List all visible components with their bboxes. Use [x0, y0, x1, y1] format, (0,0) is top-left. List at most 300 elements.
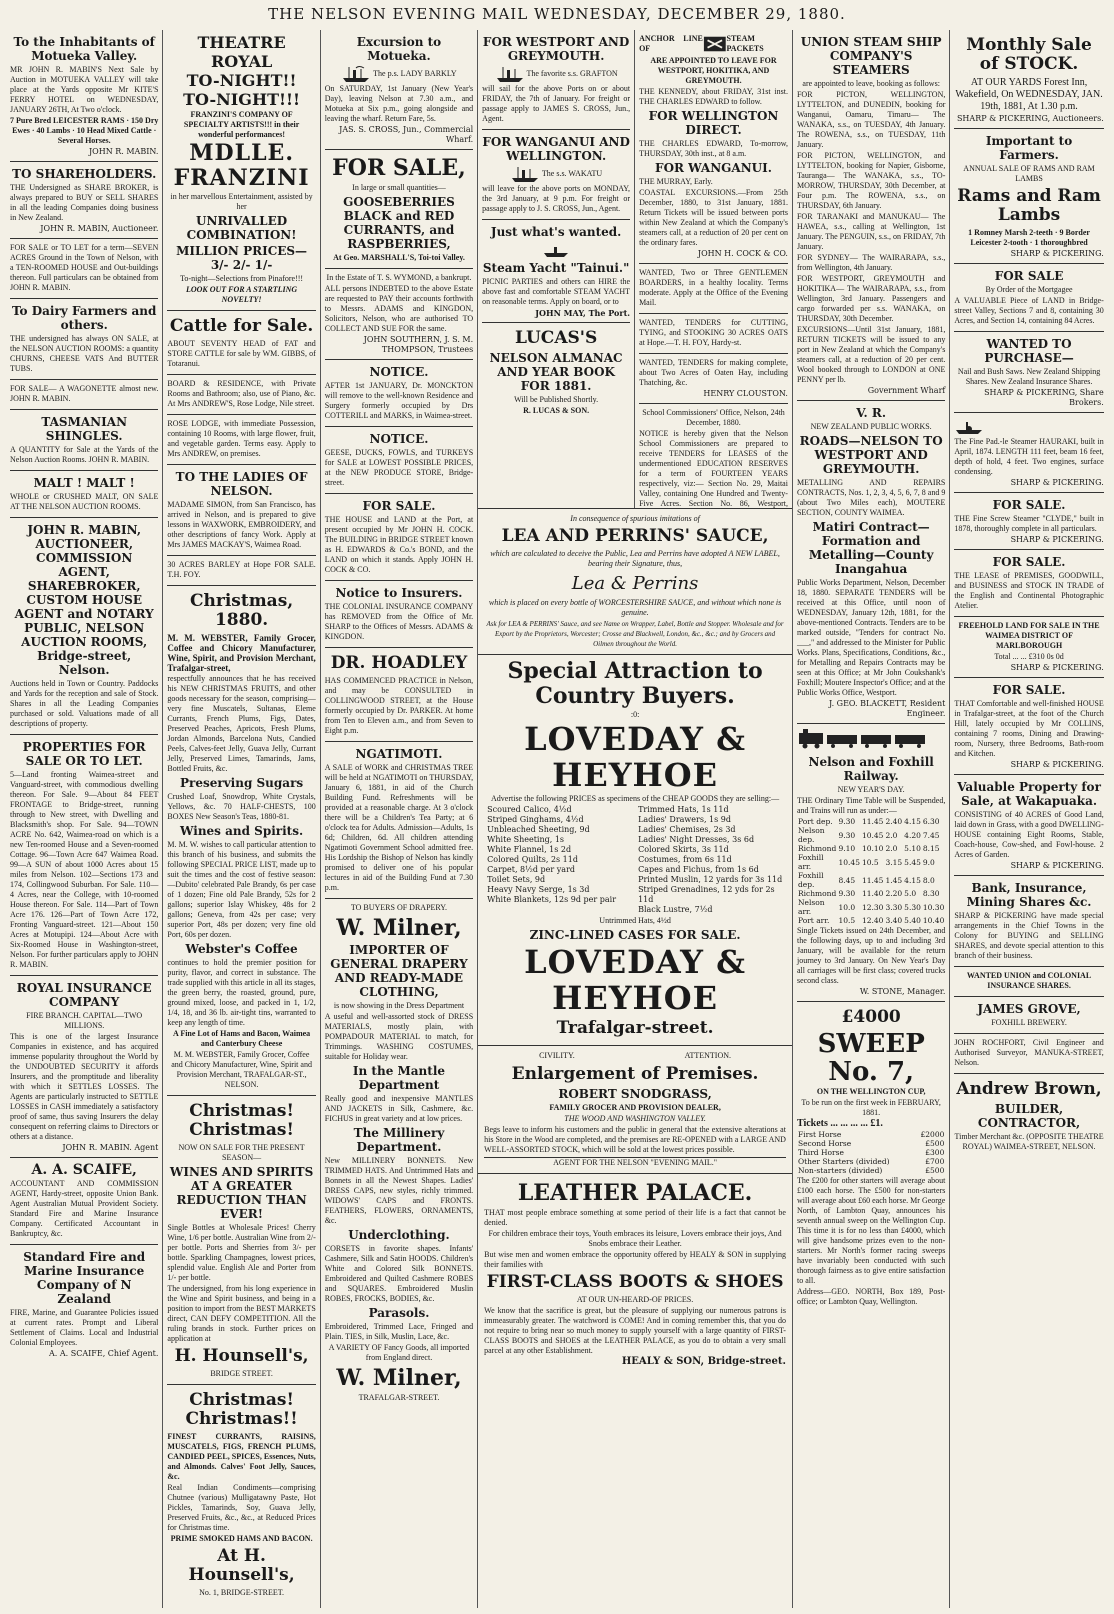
ad-lucas-almanac — [482, 323, 630, 421]
ad-tainui — [482, 220, 630, 323]
ad-scaife — [10, 1158, 158, 1245]
ad-signature: JOHN R. MABIN. Agent — [62, 1143, 159, 1152]
prize-amount: £2000 — [920, 1130, 945, 1139]
prize-amount: £700 — [925, 1157, 945, 1166]
ad-rochfort — [954, 1034, 1103, 1074]
timetable-cell: Richmond — [797, 889, 837, 898]
ad-malt — [10, 471, 158, 518]
ad-title: ROYAL INSURANCE COMPANY — [16, 981, 152, 1009]
timetable-cell: 5.40 — [904, 916, 921, 925]
ad-signature: Address—GEO. NORTH, Box 189, Post-office; or Lambton Quay, Wellington. — [796, 1287, 946, 1306]
ad-body: FOR PICTON, WELLINGTON, LYTTELTON, and DUNEDIN, booking for Wanganui, Oamaru, Timaru— The WANAKA, s.s., on TUESDAY, 4th January. The ROWENA, s.s., on TUESDAY, 11th January. — [796, 90, 946, 149]
ad-body: GEESE, DUCKS, FOWLS, and TURKEYS for SALE at LOWEST POSSIBLE PRICES, at the NEW PRODUCE STORE, Bridge-street. — [324, 448, 474, 487]
sweep-tickets: Tickets ... ... ... ... £1. — [796, 1118, 883, 1129]
attention-label: ATTENTION. — [684, 1051, 732, 1060]
ad-body: The £200 for other starters will average about £100 each horse. The £500 for non-starters will average about £60 each horse. Mr George North, of Lambton Quay, announces his seventh annual sweep on the Wellington Cup. This time it is for no less than £4000, which will give handsome prizes even to the non-starters. Mr North's former racing sweeps have invariably been conducted with such thorough fairness as to give entire satisfaction to all. — [796, 1176, 946, 1285]
timetable-cell: 5.30 — [904, 902, 921, 912]
ad-theatre — [167, 30, 315, 311]
ad-subtitle: are appointed to leave, booking as follows: — [802, 79, 940, 88]
ad-subtitle: FOR WANGANUI. — [655, 161, 772, 175]
ad-signature: SHARP & PICKERING, Auctioneers. — [956, 114, 1104, 123]
ad-sweep — [797, 1002, 945, 1312]
ad-wakatu — [482, 130, 630, 220]
ad-signature: JOHN H. COCK & CO. — [697, 249, 788, 258]
timetable-cell: 9.30 — [838, 830, 856, 840]
timetable-cell: 10.40 — [922, 916, 945, 925]
ad-signature: J. GEO. BLACKETT, Resident Engineer. — [829, 699, 946, 718]
ad-snodgrass — [478, 1046, 792, 1174]
ad-body: continues to hold the premier position for purity, flavor, and correct in substance. The trade supplied with this article in all its stages, the green berry, the roasted, ground, pure, ground mixed, loose, and packed in 1, 1/2, 1/4, 18, and 36 lb. air-tight tins, warranted to keep any length of time. — [167, 958, 316, 1027]
ad-body: Auctions held in Town or Country. Paddocks and Yards for the reception and sale of Stock. Shares in all the Leading Companies purchased or sold. Valuations made of all descriptions of property. — [10, 679, 159, 728]
ad-body: which are calculated to deceive the Public, Lea and Perrins have adopted A NEW LABEL, bearing their Signature, thus, — [490, 549, 780, 568]
price-item: Costumes, from 6s 11d — [638, 855, 732, 864]
ad-title: Special Attraction to Country Buyers. — [507, 658, 763, 709]
ad-subtitle: NEW YEAR'S DAY. — [837, 785, 905, 794]
ad-body: will leave for the above ports on MONDAY, the 3rd January, at 9 p.m. For freight or passage apply to J. S. CROSS, Jun., Agent. — [482, 184, 631, 213]
ad-ship-line — [325, 65, 473, 83]
column-2 — [163, 30, 320, 1608]
ad-title: FOR WESTPORT AND GREYMOUTH. — [482, 35, 630, 63]
ad-subtitle: A Fine Lot of Hams and Bacon, Waimea and Canterbury Cheese — [172, 1029, 311, 1048]
prize-label: Third Horse — [797, 1148, 844, 1157]
price-item: Striped Grenadines, 12 yds for 2s 11d — [638, 885, 775, 904]
ad-body: EXCURSIONS—Until 31st January, 1881, RETURN TICKETS will be issued to any port in New Zealand at which the Company's steamers call, at a reduction of 20 per cent. Wool booked through to LONDON at ONE PENNY per lb. — [796, 325, 946, 384]
timetable-cell: 5.0 — [904, 889, 917, 898]
timetable-cell: 9.0 — [922, 857, 935, 867]
ad-ngatimoti — [325, 742, 473, 899]
prize-row — [797, 1166, 945, 1175]
ad-body: ALL persons INDEBTED to the above Estate are requested to PAY their accounts forthwith to Messrs. ADAMS and KINGDON, Solicitors, Nelson, who are authorised TO COLLECT AND SUE FOR the same. — [324, 284, 474, 333]
prize-row — [797, 1130, 945, 1139]
ad-subtitle: FIRE BRANCH. CAPITAL—TWO MILLIONS. — [26, 1011, 143, 1030]
ad-body: Real Indian Condiments—comprising Chutnee (various) Mulligatawny Paste, Hot Pickles, Tamarinds, Soy, Guava Jelly, Preserved Fruits, &c., &c., at Reduced Prices for Christmas time. — [167, 1483, 316, 1532]
prize-label: Second Horse — [797, 1139, 852, 1148]
ad-motueka — [10, 30, 158, 162]
ad-signature: At Geo. MARSHALL'S, Toi-toi Valley. — [333, 253, 465, 262]
ad-title: FOR SALE — [994, 269, 1064, 283]
theatre-star: MDLLE. FRANZINI — [173, 140, 310, 191]
columns-4-5-top — [478, 30, 792, 509]
ad-title: WANTED TO PURCHASE— — [984, 337, 1074, 365]
timetable-cell: 2.0 — [885, 844, 898, 853]
ad-shares — [954, 876, 1103, 967]
ad-body: Crushed Loaf, Snowdrop, White Crystals, Yellows, &c. 70 HALF-CHESTS, 100 BOXES New Season's Teas, 1880-81. — [167, 792, 316, 821]
timetable-cell: 10.45 — [838, 857, 860, 867]
timetable-cell: 4.15 — [904, 875, 921, 885]
ad-title: PROPERTIES FOR SALE OR TO LET. — [22, 740, 146, 768]
prize-label: Non-starters (divided) — [797, 1166, 883, 1175]
ad-signature: SHARP & PICKERING. — [1010, 860, 1104, 870]
ad-title: TO THE LADIES OF NELSON. — [175, 470, 308, 498]
ad-title: Notice to Insurers. — [335, 586, 463, 600]
ad-properties — [10, 735, 158, 976]
ad-body: THE undersigned has always ON SALE, at the NELSON AUCTION ROOMS: a quantity CHURNS, CHEESE VATS And BUTTER TUBS. — [10, 334, 159, 373]
ad-heading: IMPORTER OF GENERAL DRAPERY AND READY-MADE CLOTHING, — [330, 943, 468, 999]
ad-body: THE Undersigned as SHARE BROKER, is always prepared to BUY or SELL SHARES in all the leading Companies doing business in New Zealand. — [10, 183, 159, 222]
ad-boarders — [639, 264, 788, 314]
ad-house-trafalgar — [954, 678, 1103, 775]
price-list-right — [635, 805, 786, 915]
theatre-title: THEATRE ROYAL — [197, 33, 286, 71]
timetable-cell: 4.20 — [904, 830, 921, 840]
ad-milner — [325, 899, 473, 1408]
ship-name: The s.s. WAKATU — [541, 168, 603, 178]
price-item: White Sheeting, 1s — [487, 835, 565, 844]
ad-heading: Rams and Ram Lambs — [957, 186, 1101, 225]
timetable-cell: 6.30 — [922, 817, 940, 826]
ad-subtitle: ROADS—NELSON TO WESTPORT AND GREYMOUTH. — [799, 434, 943, 476]
anchor-flag-icon — [703, 33, 727, 55]
ad-signature: SHARP & PICKERING, Share Brokers. — [984, 388, 1104, 407]
ad-subtitle: BUILDER, CONTRACTOR, — [977, 1101, 1081, 1130]
ad-body: 5—Land fronting Waimea-street and Vanguard-street, with commodious dwelling thereon. For Sale. 9—About 84 FEET FRONTAGE to Bridge-street, running through to New street, with Dwelling and Blacksmith's shop. For Sale. 94—TOWN ACRE No. 642, Waimea-road on which is a new Ten-roomed House and a Seven-roomed Cottage. 96—Town Acre 647 Waimea Road. 99—A SUN of about 1000 Acres about 15 miles from Nelson. 102—Sections 173 and 174, Collingwood Suburban. For Sale. 110—4 Acres, near the College, with 10-roomed House thereon. For Sale. 114—Part of Town Acre 176. 126—Part of Town Acre 172, Fronting Vanguard-street. 121—About 150 Acres at Motupipi. 124—About Acre with Six-Roomed House in Washington-street, Nelson. For further particulars apply to JOHN R. MABIN. — [10, 770, 159, 969]
ad-title: FREEHOLD LAND FOR SALE IN THE WAIMEA DISTRICT OF MARLBOROUGH — [958, 620, 1100, 650]
price-item: Unbleached Sheeting, 9d — [487, 825, 590, 834]
ad-title: NOTICE. — [369, 365, 429, 379]
ad-body: On SATURDAY, 1st January (New Year's Day), leaving Nelson at 7.30 a.m., and Motueka at Six p.m., going alongside and leaving the wharf. Return Fare, 5s. — [324, 84, 474, 123]
ad-crest: V. R. — [856, 406, 887, 420]
price-item: Capes and Fichus, from 1s 6d — [638, 865, 759, 874]
ad-title: UNION STEAM SHIP COMPANY'S STEAMERS — [800, 35, 942, 77]
ad-anchor-line — [639, 30, 788, 264]
ad-body: THE COLONIAL INSURANCE COMPANY has REMOVED from the Office of Mr. SHARP to the Offices of Messrs. ADAMS & KINGDON. — [324, 602, 474, 641]
ad-body: Single Tickets issued on 24th December, and the following days, up to and including 3rd January, will be available for the return journey to 3rd January. On New Year's Day all carriages will be first class; covered trucks second class. — [796, 926, 946, 985]
timetable-cell: 10.5 — [838, 916, 856, 925]
timetable-row — [797, 871, 945, 889]
ad-body: New MILLINERY BONNETS. New TRIMMED HATS. And Untrimmed Hats and Bonnets in all the Newest Shapes. Ladies' DRESS CAPS, new styles, richly trimmed. WIDOWS' CAPS and FRONTS. FEATHERS, FLOWERS, ORNAMENTS, &c. — [324, 1156, 474, 1225]
ad-rose-lodge — [167, 415, 315, 465]
paddle-steamer-icon — [954, 418, 984, 436]
ad-body: THE LEASE of PREMISES, GOODWILL, and BUSINESS and STOCK IN TRADE of the English and Continental Photographic Atelier. — [954, 570, 1104, 610]
ad-intro: THAT most people embrace something at some period of their life is a fact that cannot be denied. — [484, 1208, 786, 1227]
ad-signature: SHARP & PICKERING. — [1010, 759, 1104, 769]
ad-body: CORSETS in favorite shapes. Infants' Cashmere, Silk and Satin HOODS. Children's White and Colored Silk BONNETS. Embroidered and Quilted Cashmere ROBES and SQUARES. Embroidered Muslin ROBES, FROCKS, BODIES, &c. — [324, 1244, 474, 1303]
timetable-row — [797, 817, 945, 826]
ad-subtitle: FOR WELLINGTON DIRECT. — [648, 109, 779, 137]
anchor-header — [639, 33, 788, 55]
column-5 — [635, 30, 792, 508]
ad-signature: JOHN SOUTHERN, J. S. M. THOMPSON, Trustees — [363, 335, 474, 354]
ad-body: ACCOUNTANT AND COMMISSION AGENT, Hardy-street, opposite Union Bank. Agent Australian Mutual Provident Society. Standard Fire and Marine Insurance Company. Certificated Accountant in Bankruptcy, &c. — [10, 1179, 159, 1238]
steamship-icon — [510, 165, 540, 183]
ad-body: THE CHARLES EDWARD, To-morrow, THURSDAY, 30th inst., at 8 a.m. — [639, 139, 788, 158]
ad-title: Standard Fire and Marine Insurance Company of N Zealand — [23, 1250, 146, 1306]
ad-title: FOR SALE. — [992, 682, 1066, 697]
ad-wymond-estate — [325, 269, 473, 360]
ad-photographic — [954, 550, 1103, 617]
timetable-cell: 10.45 — [861, 830, 884, 840]
ad-house-land — [325, 494, 473, 581]
ad-address: BRIDGE STREET. — [210, 1369, 273, 1378]
timetable-cell: Port dep. — [797, 817, 833, 826]
ad-body: PRIME SMOKED HAMS AND BACON. — [170, 1534, 313, 1543]
ad-title: Valuable Property for Sale, at Wakapuaka. — [957, 779, 1101, 808]
timetable-cell: 8.30 — [922, 889, 940, 898]
ad-clyde — [954, 493, 1103, 550]
timetable-cell: 10.5 — [861, 857, 879, 867]
ad-title: JAMES GROVE, — [977, 1001, 1081, 1016]
timetable-cell: 11.45 — [861, 817, 884, 826]
ad-body: A VALUABLE Piece of LAND in Bridge-street Valley, Sections 7 and 8, containing 30 Acres, and Section 14, containing 84 Acres. — [954, 296, 1104, 325]
ad-title: Bank, Insurance, Mining Shares &c. — [966, 880, 1092, 909]
price-item: Carpet, 8½d per yard — [487, 865, 576, 874]
ad-title: A. A. SCAIFE, — [31, 1162, 137, 1178]
timetable-cell: 8.0 — [922, 875, 935, 885]
ad-title: WANTED UNION and COLONIAL INSURANCE SHARES. — [966, 970, 1092, 990]
ad-shop-name: LOVEDAY & HEYHOE — [524, 943, 747, 1017]
ad-signature: JOHN R. MABIN, Auctioneer. — [40, 224, 159, 233]
anchor-right: STEAM PACKETS — [726, 34, 764, 53]
ad-body: NOTICE is hereby given that the Nelson School Commissioners are prepared to receive TENDERS for LEASES of the undermentioned EDUCATION RESERVES for a term of FOURTEEN YEARS respectively, viz:— Section No. 29, Maitai Valley, containing One Hundred and Twenty-Five Acres. Section No. 86, Westport, — [639, 429, 788, 508]
ad-verse: For children embrace their toys, Youth embraces its leisure, Lovers embrace their joys, And Snobs embrace their Leather. — [488, 1229, 782, 1248]
ad-insurers — [325, 581, 473, 648]
timetable-cell: 9.30 — [838, 817, 856, 826]
ad-body: AT OUR YARDS Forest Inn, Wakefield, On WEDNESDAY, JAN. 19th, 1881, At 1.30 p.m. — [955, 77, 1103, 112]
timetable-cell: Port arr. — [797, 916, 830, 925]
ad-header-row — [484, 1050, 786, 1062]
ad-body: Untrimmed Hats, 4½d — [599, 916, 671, 925]
ad-hoadley — [325, 648, 473, 742]
ad-body: FOR PICTON, WELLINGTON, and LYTTELTON, booking for Napier, Gisborne, Tauranga— The WANAKA, s.s., TO-MORROW, THURSDAY, 30th December, at Four p.m. The ROWENA, s.s., on THURSDAY, 6th January. — [796, 151, 946, 210]
ad-heading: FIRST-CLASS BOOTS & SHOES — [486, 1272, 784, 1292]
prize-amount: £500 — [925, 1139, 945, 1148]
ad-cattle — [167, 311, 315, 375]
ad-title: LUCAS'S — [514, 328, 598, 348]
ad-board — [167, 375, 315, 415]
ad-notice-monckton — [325, 360, 473, 427]
ad-freehold — [954, 617, 1103, 678]
ad-title: FOR SALE. — [992, 497, 1066, 512]
timetable-cell: 12.30 — [861, 902, 884, 912]
ad-shingles — [10, 410, 158, 471]
ad-body: Really good and inexpensive MANTLES AND JACKETS in Silk, Cashmere, &c. FICHUS in great variety and at low prices. — [324, 1094, 474, 1123]
column-1 — [6, 30, 163, 1608]
sweep-amount: £4000 — [841, 1007, 901, 1027]
timetable-row — [797, 889, 945, 898]
ad-subtitle: NOW ON SALE FOR THE PRESENT SEASON— — [178, 1143, 305, 1162]
ad-body: 1 Romney Marsh 2-teeth · 9 Border Leicester 2-tooth · 1 thoroughbred — [968, 228, 1090, 247]
ad-subtitle: NELSON ALMANAC AND YEAR BOOK FOR 1881. — [489, 351, 623, 393]
civility-label: CIVILITY. — [539, 1051, 575, 1060]
theatre-novelty: LOOK OUT FOR A STARTLING NOVELTY! — [185, 285, 298, 304]
ad-body: THE Fine Screw Steamer "CLYDE," built in 1878, thoroughly complete in all particulars. — [954, 513, 1104, 533]
timetable-cell: 10.0 — [838, 902, 856, 912]
ad-public-works — [797, 401, 945, 724]
timetable-cell: Foxhill arr. — [797, 853, 824, 871]
ad-monthly-stock — [954, 30, 1103, 129]
theatre-company: FRANZINI'S COMPANY OF SPECIALTY ARTISTS!!! in their wonderful performances! — [183, 110, 300, 139]
ad-subtitle: In large or small quantities— — [352, 183, 446, 192]
ad-subtitle: Wines and Spirits. — [180, 824, 304, 838]
ad-subtitle: Matiri Contract—Formation and Metalling—County Inangahua — [808, 520, 934, 576]
column-3 — [321, 30, 478, 1608]
ad-shop-name: W. Milner, — [336, 915, 462, 941]
ad-title: Andrew Brown, — [956, 1078, 1102, 1099]
ad-signature: SHARP & PICKERING. — [1010, 534, 1104, 544]
price-item: Toilet Sets, 9d — [487, 875, 546, 884]
ad-title: TO SHAREHOLDERS. — [12, 167, 157, 181]
ad-signature: A. A. SCAIFE, Chief Agent. — [49, 1349, 159, 1358]
ad-barley — [167, 556, 315, 586]
price-list — [484, 805, 786, 915]
ad-signature: R. LUCAS & SON. — [523, 406, 590, 415]
ad-body: A QUANTITY for Sale at the Yards of the Nelson Auction Rooms. JOHN R. MABIN. — [10, 445, 159, 464]
ad-body: The Fine Pad.-le Steamer HAURAKI, built in April, 1874. LENGTH 111 feet, beam 16 feet, depth of hold, 4 feet. Two engines, surface condensing. — [954, 436, 1104, 476]
ad-title: LEATHER PALACE. — [517, 1180, 753, 1206]
masthead: THE NELSON EVENING MAIL WEDNESDAY, DECEMBER 29, 1880. — [268, 5, 846, 23]
price-item: Ladies' Night Dresses, 3s 6d — [638, 835, 755, 844]
ad-school-commissioners — [639, 404, 788, 508]
ad-subtitle: ARE APPOINTED TO LEAVE FOR WESTPORT, HOKITIKA, AND GREYMOUTH. — [650, 56, 777, 85]
prize-row — [797, 1139, 945, 1148]
ad-body: Begs leave to inform his customers and the public in general that the extensive alterations at his Store in the Wood are completed, and the premises are RE-OPENED with a LARGE AND WELL-ASSORTED STOCK, which will be sold at the lowest prices possible. — [484, 1125, 786, 1154]
ad-subtitle: By Order of the Mortgagee — [985, 285, 1073, 294]
ad-body: M. M. W. wishes to call particular attention to this branch of his business, and submits the following SPECIAL PRICE LIST, made up to suit the times and the cost of festive season:—Dubito' celebrated Pale Brandy, 6s per case of 1 dozen; Fine old Pale Brandy, 52s for 2 gallons; superior Islay Whiskey, 48s for 2 gallons; Geneva, from 42s per case; very superior Port, 48s per dozen; very fine old Port, 60s per dozen. — [167, 840, 316, 939]
ad-body: MADAME SIMON, from San Francisco, has arrived in Nelson, and is prepared to give lessons in WAXWORK, EMBROIDERY, and other descriptions of fancy Work. Apply at Mrs JAMES MACKAY'S, Waimea Road. — [167, 500, 316, 549]
ad-hounsell-wines — [167, 1096, 315, 1385]
ad-body: WANTED, TENDERS for making complete, about Two Acres of Oaten Hay, including Thatching, &c. — [639, 358, 788, 387]
ad-title: Important to Farmers. — [985, 134, 1073, 162]
timetable-cell: 11.40 — [861, 889, 884, 898]
timetable-row — [797, 844, 945, 853]
ad-body: FIRE, Marine, and Guarantee Policies issued at current rates. Prompt and Liberal Settlement of Claims. Local and Industrial Colonial Employees. — [10, 1308, 159, 1347]
ad-stock-list: 7 Pure Bred LEICESTER RAMS · 150 Dry Ewes · 40 Lambs · 10 Head Mixed Cattle · Several Horses. — [10, 116, 159, 145]
ad-loveday-heyhoe — [478, 655, 792, 1046]
ad-heading: GOOSEBERRIES BLACK and RED CURRANTS, and RASPBERRIES, — [343, 195, 455, 251]
ad-union-steam — [797, 30, 945, 401]
ad-title: SWEEP No. 7, — [817, 1029, 925, 1087]
timetable-cell: 1.45 — [885, 875, 903, 885]
ad-title: JOHN R. MABIN, AUCTIONEER, COMMISSION AGENT, SHAREBROKER, CUSTOM HOUSE AGENT and NOTARY PUBLIC, NELSON AUCTION ROOMS, Bridge-street, Nelson. — [14, 523, 154, 677]
price-item: Printed Muslin, 12 yards for 3s 11d — [638, 875, 783, 884]
ad-footnote: Ask for LEA & PERRINS' Sauce, and see Name on Wrapper, Label, Bottle and Stopper. Wholesale and for Export by the Proprietors, Worcester; Crosse and Blackwell, London, &c., &c.; and by Grocers and Oilmen throughout the World. — [486, 620, 784, 648]
ad-title: Cattle for Sale. — [169, 316, 314, 336]
ad-for-sale-acres — [10, 239, 158, 299]
ad-signature: HENRY CLOUSTON. — [703, 389, 788, 398]
ad-signature: JAS. S. CROSS, Jun., Commercial Wharf. — [339, 125, 474, 144]
price-item: Heavy Navy Serge, 1s 3d — [487, 885, 590, 894]
ad-title: NEW ZEALAND PUBLIC WORKS. — [810, 422, 932, 431]
ad-title: Nelson and Foxhill Railway. — [808, 755, 934, 783]
ad-body: Public Works Department, Nelson, December 18, 1880. SEPARATE TENDERS will be received at this Office, until noon of WEDNESDAY, January 12th, 1881, for the above-mentioned Contracts. Tenders are to be marked outside, "Tenders for contract No. ___," and addressed to the Minister for Public Works. Plans, Specifications, Conditions, &c., for Metalling and Repairs Contracts may be seen at this Office; at Mr John Coukshank's Foxhill; Moutere Inspector's Office; and at the Public Works Office, Westport. — [796, 578, 946, 697]
ad-shop-name: H. Hounsell's, — [174, 1346, 309, 1366]
timetable-cell: Nelson arr. — [797, 898, 825, 916]
ad-body: SHARP & PICKERING have made special arrangements in the Chief Towns in the Colony for BUYING and SELLING SHARES, and devote special attention to this branch of their business. — [954, 910, 1104, 960]
ad-body: We know that the sacrifice is great, but the pleasure of supplying our numerous patrons is immeasurably greater. The watchword is COME! And in coming remember this, that you do not require to bring near so much money to supply yourself with a large quantity of FIRST-CLASS BOOTS and SHOES at the LEATHER PALACE, as you do to obtain a very small parcel at any other Establishment. — [484, 1306, 786, 1355]
columns-4-5 — [478, 30, 793, 1608]
ad-title: FOR SALE. — [992, 554, 1066, 569]
ad-address: Trafalgar-street. — [556, 1018, 714, 1038]
ad-grove — [954, 997, 1103, 1034]
ad-body: Nail and Bush Saws. New Zealand Shipping Shares. New Zealand Insurance Shares. — [957, 367, 1101, 386]
ad-dairy — [10, 299, 158, 380]
ship-name: The favorite s.s. GRAFTON — [526, 68, 618, 78]
ad-body: FOR SYDNEY— The WAIRARAPA, s.s., from Wellington, 4th January. — [796, 253, 946, 272]
price-item: White Flannel, 1s 2d — [487, 845, 572, 854]
prize-row — [797, 1157, 945, 1166]
theatre-pinafore: To-night—Selections from Pinafore!!! — [180, 274, 304, 283]
lea-perrins-signature: Lea & Perrins — [571, 573, 699, 594]
price-item: White Blankets, 12s 9d per pair — [487, 895, 617, 904]
timetable-row — [797, 898, 945, 916]
ad-title: FOR WANGANUI AND WELLINGTON. — [482, 135, 630, 163]
price-item: Ladies' Drawers, 1s 9d — [638, 815, 731, 824]
ad-subtitle: The Millinery Department. — [353, 1126, 445, 1154]
timetable-row — [797, 916, 945, 925]
ad-subtitle: Preserving Sugars — [180, 776, 304, 790]
ad-body: THE MURRAY, Early. — [639, 177, 713, 186]
ad-body: CONSISTING of 40 ACRES of Good Land, laid down in Grass, with a good DWELLING-HOUSE containing Eight Rooms, Stable, Coach-house, Cow-shed, and Fowl-house. 2 Acres of Garden. — [954, 809, 1104, 859]
ad-subtitle: Steam Yacht "Tainui." — [482, 261, 630, 275]
ad-notice-geese — [325, 427, 473, 494]
ad-signature: JOHN R. MABIN. — [88, 147, 159, 156]
ad-address: TRAFALGAR-STREET. — [358, 1393, 440, 1402]
ad-body: THE HOUSE and LAND at the Port, at present occupied by Mr JOHN H. COCK. The BUILDING in BRIDGE STREET known as H. EDWARDS & Co.'s BOND, and the LAND on which it stands. Apply JOHN H. COCK & CO. — [324, 515, 474, 574]
timetable-cell: 2.20 — [885, 889, 903, 898]
prize-label: Other Starters (divided) — [797, 1157, 890, 1166]
timetable-cell: 3.30 — [885, 902, 903, 912]
ad-body: THE Ordinary Time Table will be Suspended, and Trains will run as under:— — [796, 796, 946, 815]
timetable-cell: 8.15 — [922, 844, 940, 853]
prize-label: First Horse — [797, 1130, 842, 1139]
price-item: Striped Ginghams, 4½d — [487, 815, 584, 824]
ad-ship-line — [482, 65, 630, 83]
ad-total: Total ... ... £310 0s 0d — [994, 651, 1064, 661]
prize-row — [797, 1148, 945, 1157]
ad-body: ROSE LODGE, with immediate Possession, containing 10 Rooms, with large flower, fruit, and vegetable garden. Terms easy. Apply to Mrs ANDREW, on premises. — [167, 419, 316, 458]
ad-subtitle: ANNUAL SALE OF RAMS AND RAM LAMBS — [963, 164, 1095, 183]
ad-body: AFTER 1st JANUARY, Dr. MONCKTON will remove to the well-known Residence and Surgery formerly occupied by Drs COTTERILL and MARKS, in Waimea-street. — [324, 381, 474, 420]
ad-shop-name: W. Milner, — [336, 1365, 462, 1391]
ad-subtitle: Parasols. — [368, 1306, 430, 1320]
ad-title: Christmas, 1880. — [189, 591, 294, 630]
timetable-row — [797, 826, 945, 844]
timetable-cell: Richmond — [797, 844, 837, 853]
prize-amount: £500 — [925, 1166, 945, 1175]
ad-body: FOR SALE or TO LET for a term—SEVEN ACRES Ground in the Town of Nelson, with a TEN-ROOMED HOUSE and Out-buildings thereon. Full particulars can be obtained from JOHN R. MABIN. — [10, 243, 159, 292]
ad-body: Timber Merchant &c. (OPPOSITE THEATRE ROYAL) WAIMEA-STREET, NELSON. — [954, 1131, 1104, 1151]
ad-andrew-brown — [954, 1074, 1103, 1157]
steamship-icon — [495, 65, 525, 83]
separator: :0: — [630, 710, 640, 719]
ad-body: FOR SALE— A WAGONETTE almost new. JOHN R. MABIN. — [10, 384, 159, 403]
ad-excursion — [325, 30, 473, 150]
ad-subtitle: is now showing in the Dress Department — [333, 1001, 465, 1010]
ad-wakapuaka — [954, 775, 1103, 876]
ad-title: Christmas! Christmas!! — [185, 1390, 298, 1429]
ad-subtitle: Underclothing. — [348, 1228, 450, 1242]
ad-title: TASMANIAN SHINGLES. — [41, 415, 128, 443]
timetable-cell: 8.45 — [838, 875, 856, 885]
ad-title: School Commissioners' Office, Nelson, 24th December, 1880. — [642, 408, 785, 427]
ad-subtitle: AT OUR UN-HEARD-OF PRICES. — [576, 1295, 694, 1304]
ad-title: Christmas! Christmas! — [189, 1101, 294, 1140]
ad-standard-insurance — [10, 1245, 158, 1363]
column-4 — [478, 30, 635, 508]
ad-title: Enlargement of Premises. — [511, 1064, 759, 1084]
ad-intro: In consequence of spurious imitations of — [570, 514, 700, 523]
price-item: Colored Skirts, 3s 11d — [638, 845, 729, 854]
ad-ship-line — [482, 241, 630, 259]
ad-signature: Government Wharf — [867, 386, 946, 395]
ad-shop-name: ROBERT SNODGRASS, — [558, 1087, 712, 1101]
ad-ship-line — [482, 165, 630, 183]
steam-yacht-icon — [541, 241, 571, 259]
price-item: Ladies' Chemises, 2s 3d — [638, 825, 736, 834]
ad-tenders-hay — [639, 354, 788, 404]
ad-body: A useful and well-assorted stock of DRESS MATERIALS, mostly plain, with POMPADOUR MATERIAL to match, for Trimmings. WASHING COSTUMES, suitable for Holiday wear. — [324, 1012, 474, 1061]
price-item: Trimmed Hats, 1s 11d — [638, 805, 729, 814]
